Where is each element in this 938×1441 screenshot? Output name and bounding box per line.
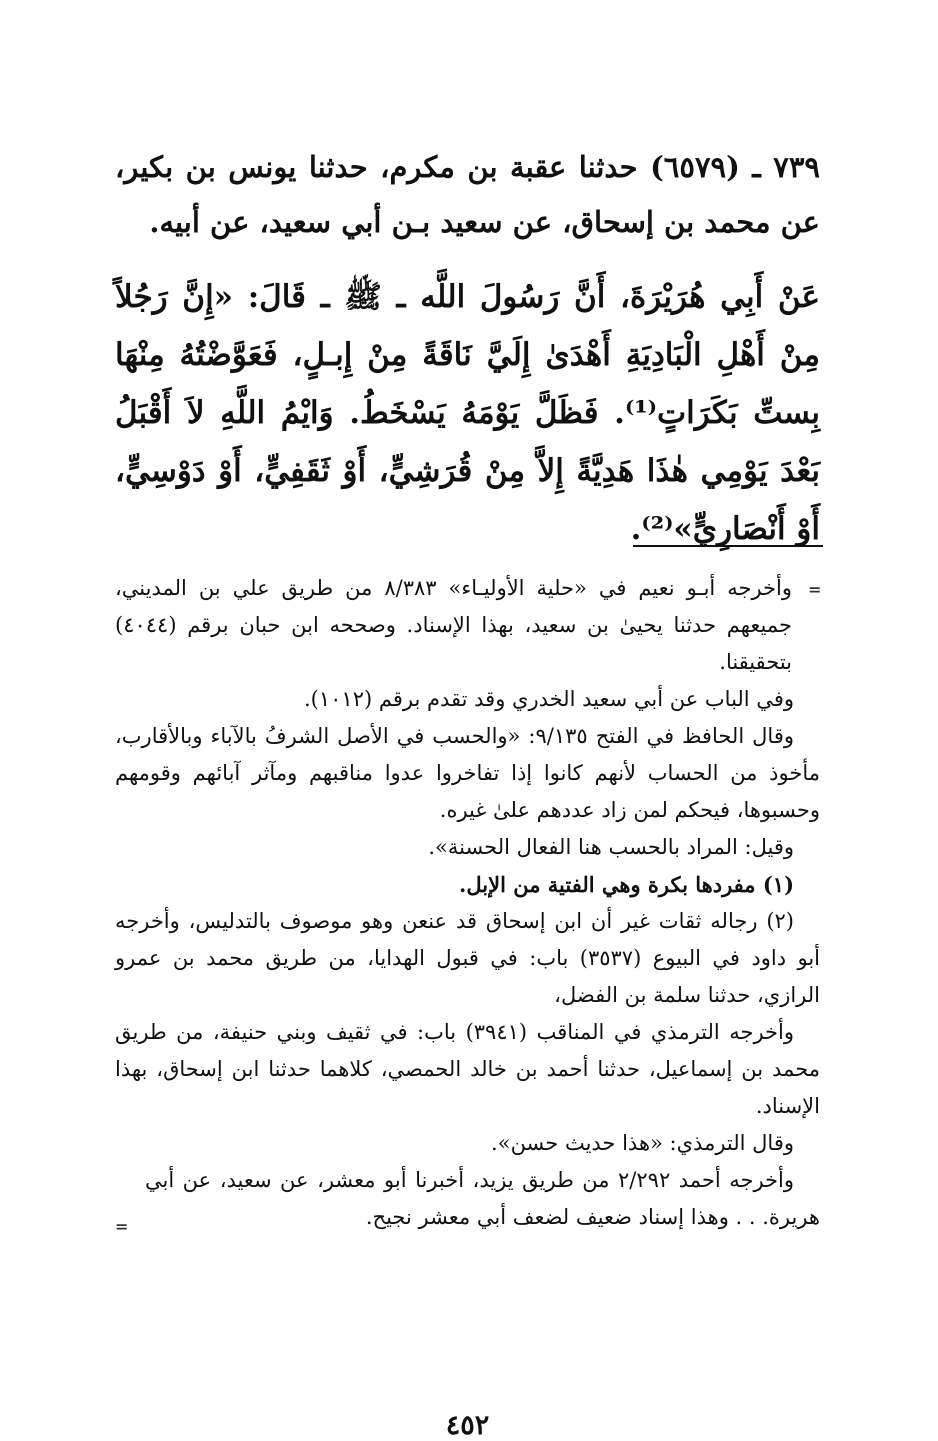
hadith-matn: عَنْ أَبِي هُرَيْرَةَ، أَنَّ رَسُولَ اللَّه ـ ﷺ ـ قَالَ: «إِنَّ رَجُلاً مِنْ أَهْلِ الْبَادِيَةِ أَهْدَىٰ إِلَيَّ نَاقَةً مِنْ إِبـلٍ، فَعَوَّضْتُهُ مِنْهَا بِستِّ بَكَرَاتٍ⁽¹⁾. فَظَلَّ يَوْمَهُ يَسْخَطُ. وَايْمُ اللَّهِ لاَ أَقْبَلُ بَعْدَ يَوْمِي هٰذَا هَدِيَّةً إِلاَّ مِنْ قُرَشِيٍّ، أَوْ ثَقَفِيٍّ، أَوْ دَوْسِيٍّ، أَوْ أَنْصَارِيٍّ»⁽²⁾.	[115, 279, 820, 547]
note-paragraph: وقيل: المراد بالحسب هنا الفعال الحسنة».	[428, 835, 794, 859]
footnote-1: (١) مفردها بكرة وهي الفتية من الإبل.	[459, 872, 794, 897]
footnote-2-continued: وأخرجه الترمذي في المناقب (٣٩٤١) باب: في ثقيف وبني حنيفة، من طريق محمد بن إسماعيل، حدثنا أحمد بن خالد الحمصي، كلاهما حدثنا ابن إسحاق، بهذا الإسناد.	[115, 1020, 820, 1118]
note-paragraph: وأخرجه أبـو نعيم في «حلية الأوليـاء» ٨/٣٨٣ من طريق علي بن المديني، جميعهم حدثنا يحيىٰ بن سعيد، بهذا الإسناد. وصححه ابن حبان برقم (٤٠٤٤) بتحقيقنا.	[115, 576, 793, 674]
note-paragraph: وفي الباب عن أبي سعيد الخدري وقد تقدم برقم (١٠١٢).	[303, 687, 794, 711]
footnote-separator	[633, 545, 823, 547]
page-body	[115, 140, 822, 1441]
hadith-isnad	[115, 140, 820, 250]
notes-section	[115, 570, 820, 1236]
footnote-2-continued: وأخرجه أحمد ٢/٢٩٢ من طريق يزيد، أخبرنا أبو معشر، عن سعيد، عن أبي هريرة. . . وهذا إسناد ضعيف لضعف أبي معشر نجيح.	[145, 1168, 820, 1229]
hadith-number: ٧٣٩ ـ (٦٥٧٩)	[650, 150, 820, 184]
continuation-mark-bottom: =	[115, 1217, 129, 1236]
continuation-mark-top: =	[808, 580, 822, 599]
note-paragraph: وقال الحافظ في الفتح ٩/١٣٥: «والحسب في الأصل الشرفُ بالآباء وبالأقارب، مأخوذ من الحساب لأنهم كانوا إذا تفاخروا عدوا مناقبهم ومآثر آبائهم وقومهم وحسبوها، فيحكم لمن زاد عددهم علىٰ غيره.	[115, 724, 820, 822]
footnote-2-continued: وقال الترمذي: «هذا حديث حسن».	[491, 1131, 794, 1155]
page-number: ٤٥٢	[445, 1410, 490, 1441]
footnote-2: (٢) رجاله ثقات غير أن ابن إسحاق قد عنعن وهو موصوف بالتدليس، وأخرجه أبو داود في البيوع (٣٥٣٧) باب: في قبول الهدايا، من طريق محمد بن عمرو الرازي، حدثنا سلمة بن الفضل،	[115, 909, 820, 1007]
isnad-text: حدثنا عقبة بن مكرم، حدثنا يونس بن بكير، عن محمد بن إسحاق، عن سعيد بـن أبي سعيد، عن أبيه.	[115, 150, 820, 239]
